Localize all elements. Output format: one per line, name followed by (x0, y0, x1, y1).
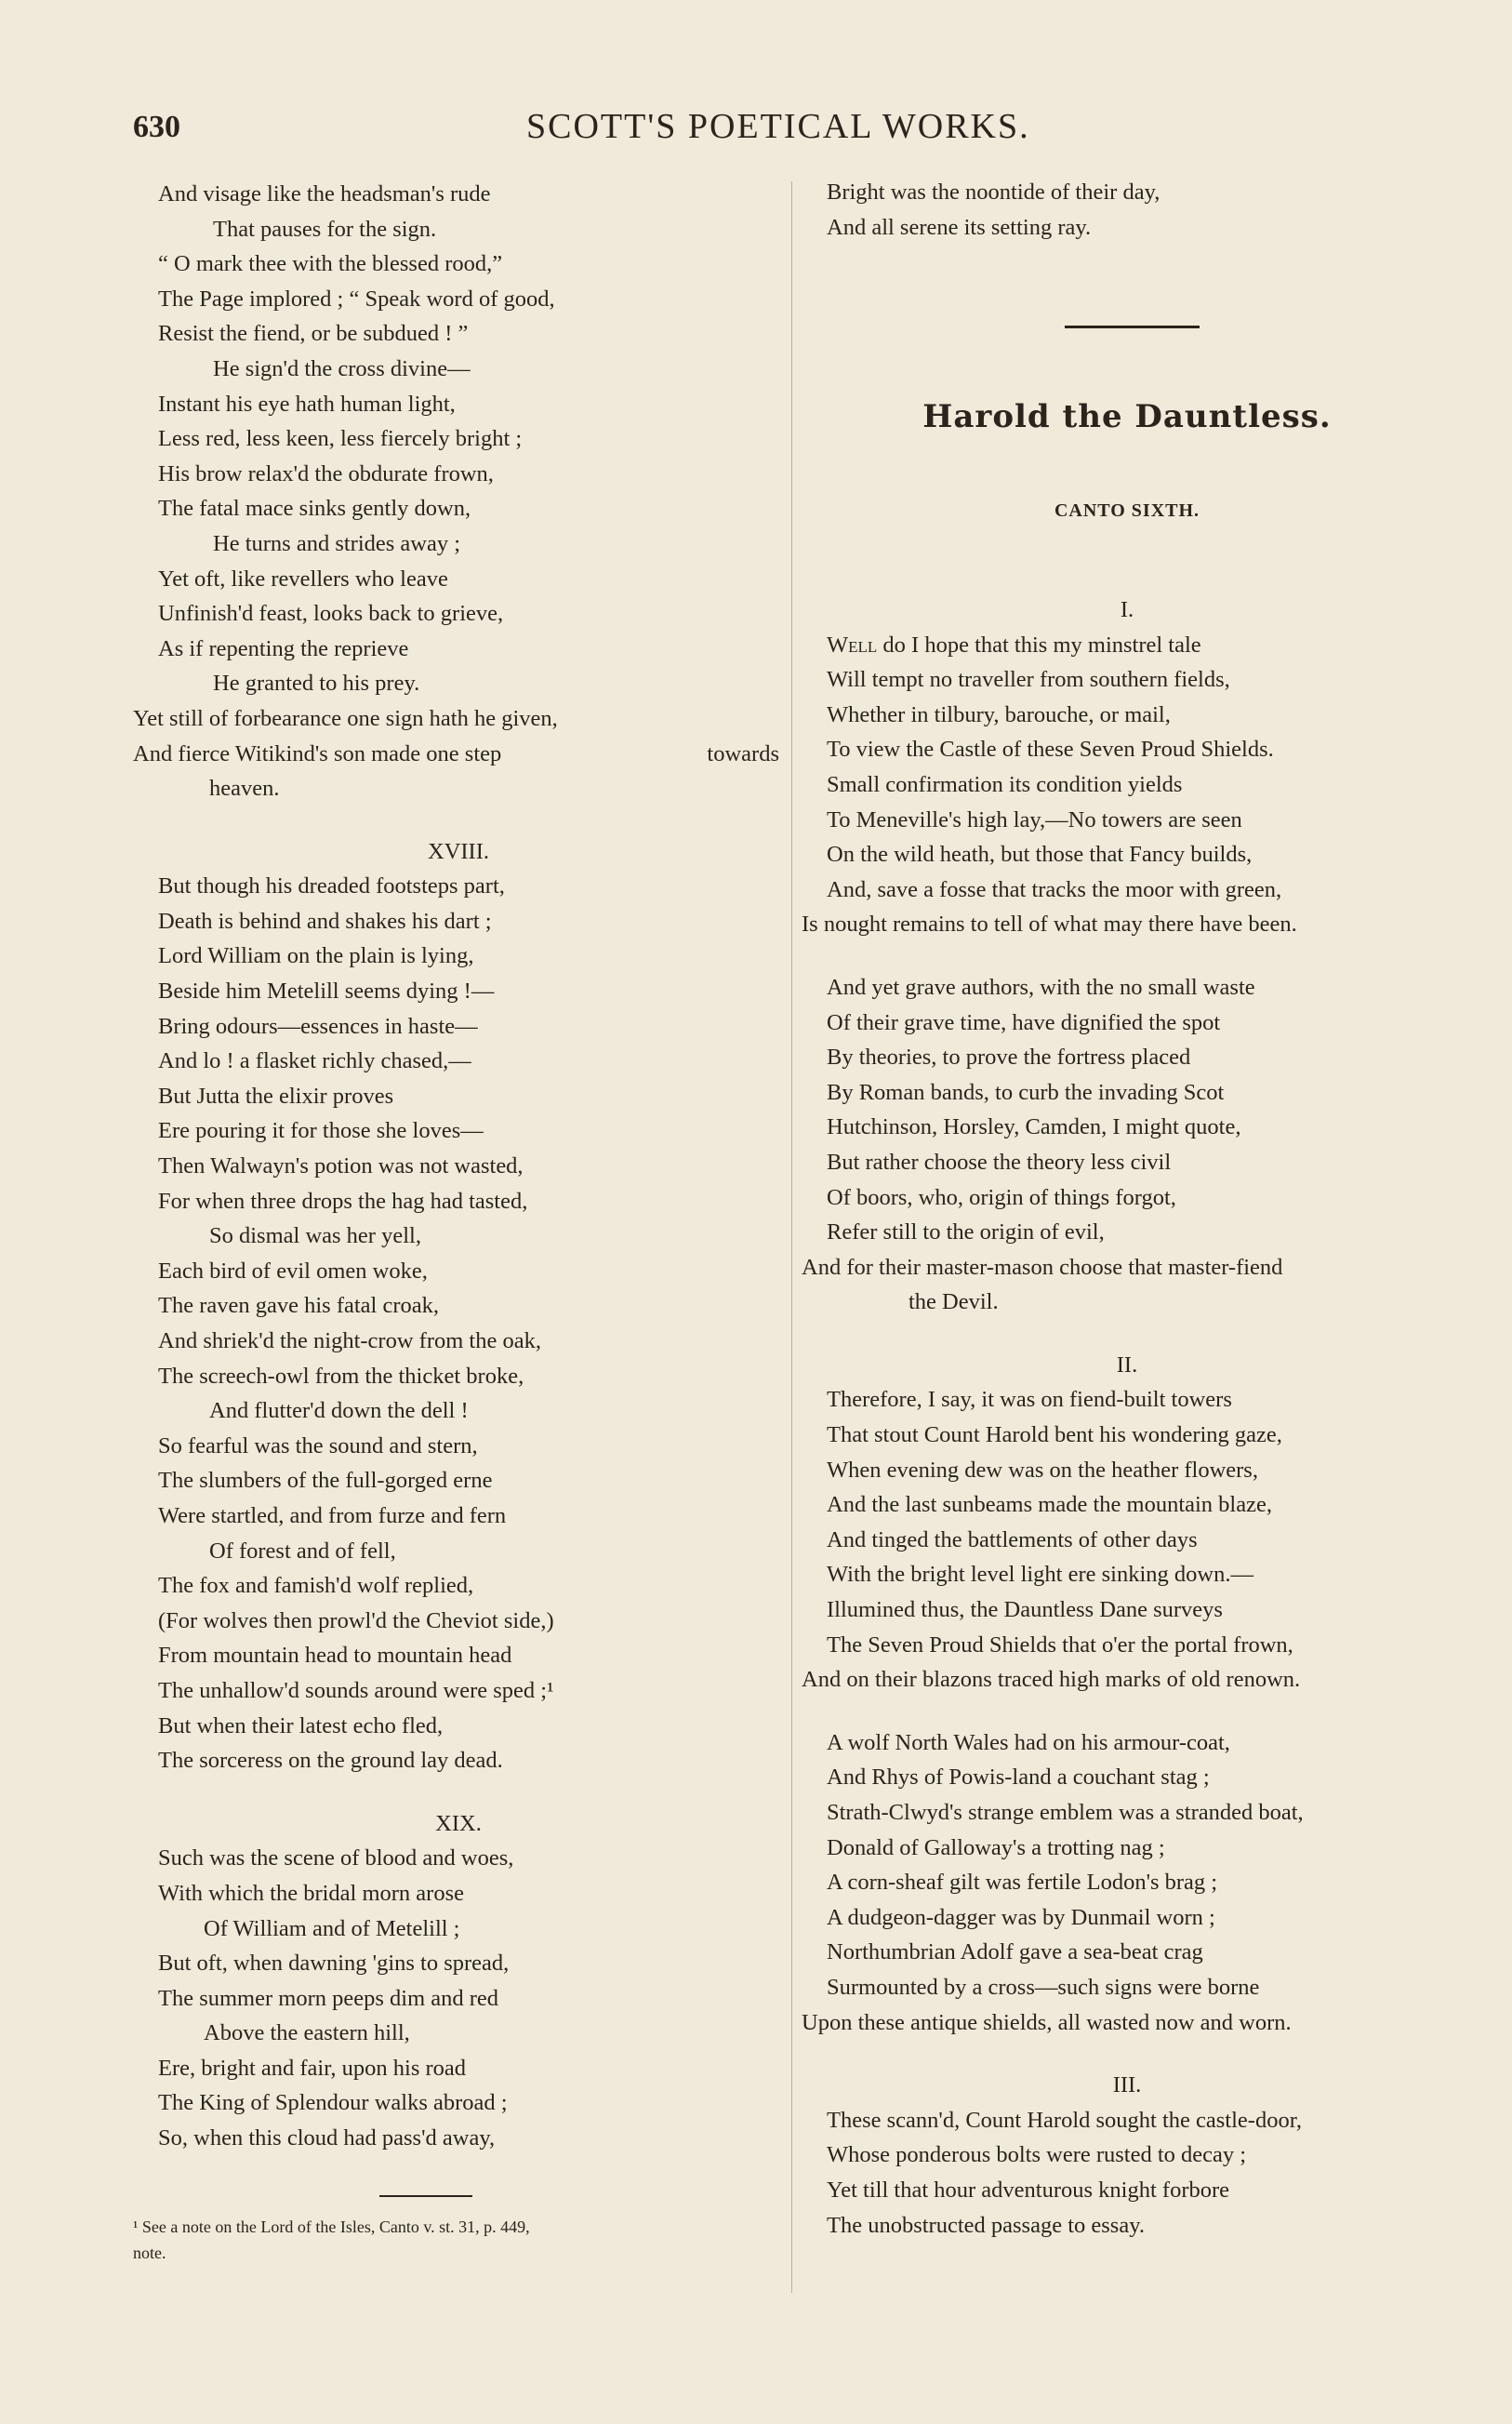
verse-line: Yet oft, like revellers who leave (158, 566, 448, 592)
verse-line: The unhallow'd sounds around were sped ;¹ (158, 1677, 554, 1703)
verse-line: But rather choose the theory less civil (827, 1149, 1172, 1175)
verse-line: So fearful was the sound and stern, (158, 1432, 478, 1458)
drop-word: Well (827, 632, 878, 658)
verse-line: The fatal mace sinks gently down, (158, 496, 471, 522)
poem-title: Harold the Dauntless. (922, 398, 1332, 435)
verse-line: Each bird of evil omen woke, (158, 1258, 428, 1284)
verse-line: The sorceress on the ground lay dead. (158, 1748, 503, 1774)
verse-line: A dudgeon-dagger was by Dunmail worn ; (827, 1904, 1215, 1930)
verse-line: Yet still of forbearance one sign hath he given, (133, 705, 558, 731)
stanza-number: XVIII. (428, 838, 489, 864)
verse-line: And flutter'd down the dell ! (209, 1398, 469, 1424)
verse-line: From mountain head to mountain head (158, 1643, 512, 1669)
verse-line: Whether in tilbury, barouche, or mail, (827, 701, 1171, 727)
verse-line: Of William and of Metelill ; (204, 1915, 460, 1941)
verse-line: The slumbers of the full-gorged erne (158, 1468, 493, 1494)
verse-line: And tinged the battlements of other days (827, 1526, 1198, 1552)
footnote (133, 2214, 784, 2266)
verse-line: And Rhys of Powis-land a couchant stag ; (827, 1765, 1210, 1791)
verse-line: These scann'd, Count Harold sought the castle-door, (827, 2107, 1303, 2133)
verse-line: When evening dew was on the heather flowers, (827, 1457, 1258, 1483)
verse-line-text: do I hope that this my minstrel tale (882, 632, 1201, 658)
verse-line: Hutchinson, Horsley, Camden, I might quote, (827, 1114, 1241, 1140)
verse-line-text: towards (707, 740, 779, 766)
verse-line: And yet grave authors, with the no small waste (827, 974, 1255, 1000)
verse-line: The raven gave his fatal croak, (158, 1293, 440, 1319)
verse-line: The King of Splendour walks abroad ; (158, 2090, 508, 2116)
verse-line: By Roman bands, to curb the invading Scot (827, 1079, 1225, 1105)
verse-line: For when three drops the hag had tasted, (158, 1188, 528, 1214)
verse-line: With the bright level light ere sinking down.— (827, 1562, 1253, 1588)
verse-line: Yet till that hour adventurous knight forbore (827, 2177, 1230, 2203)
verse-line: That pauses for the sign. (213, 216, 437, 242)
right-column (802, 175, 1452, 245)
verse-line: By theories, to prove the fortress placed (827, 1045, 1191, 1071)
right-column-body (802, 593, 1452, 2243)
verse-line: Bring odours—essences in haste— (158, 1013, 478, 1039)
verse-line: Will tempt no traveller from southern fields, (827, 667, 1230, 693)
footnote-rule (379, 2195, 472, 2197)
verse-line: heaven. (209, 776, 280, 802)
verse-line: Above the eastern hill, (204, 2020, 410, 2046)
verse-line: Less red, less keen, less fiercely bright ; (158, 426, 523, 452)
verse-line: But when their latest echo fled, (158, 1712, 444, 1738)
verse-line: And lo ! a flasket richly chased,— (158, 1048, 471, 1074)
verse-line: Upon these antique shields, all wasted now and worn. (802, 2009, 1292, 2035)
verse-line: Of their grave time, have dignified the spot (827, 1009, 1221, 1035)
verse-line: And for their master-mason choose that master-fiend (802, 1254, 1283, 1280)
stanza-number: XIX. (435, 1810, 482, 1836)
verse-line: He turns and strides away ; (213, 530, 461, 556)
verse-line: Illumined thus, the Dauntless Dane surveys (827, 1597, 1223, 1623)
verse-line: That stout Count Harold bent his wondering gaze, (827, 1422, 1282, 1448)
verse-line: The unobstructed passage to essay. (827, 2212, 1145, 2238)
verse-line: Lord William on the plain is lying, (158, 943, 474, 969)
verse-line: Ere, bright and fair, upon his road (158, 2055, 467, 2081)
verse-line: Death is behind and shakes his dart ; (158, 908, 492, 934)
verse-line: And on their blazons traced high marks of old renown. (802, 1667, 1301, 1693)
verse-line: The fox and famish'd wolf replied, (158, 1573, 474, 1599)
verse-line: Small confirmation its condition yields (827, 771, 1183, 797)
verse-line: But oft, when dawning 'gins to spread, (158, 1951, 510, 1977)
verse-line: And the last sunbeams made the mountain blaze, (827, 1492, 1272, 1518)
verse-line: Unfinish'd feast, looks back to grieve, (158, 601, 504, 627)
verse-line: Of forest and of fell, (209, 1538, 396, 1564)
verse-line: Of boors, who, origin of things forgot, (827, 1184, 1176, 1210)
verse-line-text: And fierce Witikind's son made one step (133, 740, 502, 766)
verse-line: To view the Castle of these Seven Proud Shields. (827, 737, 1274, 763)
verse-line: (For wolves then prowl'd the Cheviot side,) (158, 1607, 554, 1633)
verse-line: The Seven Proud Shields that o'er the portal frown, (827, 1632, 1293, 1658)
verse-line: Instant his eye hath human light, (158, 391, 456, 417)
verse-line: Northumbrian Adolf gave a sea-beat crag (827, 1939, 1203, 1965)
verse-line: He sign'd the cross divine— (213, 355, 471, 381)
verse-line: Bright was the noontide of their day, (827, 180, 1161, 205)
verse-line: And shriek'd the night-crow from the oak, (158, 1328, 541, 1353)
section-divider (1065, 326, 1200, 328)
footnote-line: ¹ See a note on the Lord of the Isles, Canto v. st. 31, p. 449, (133, 2218, 530, 2236)
verse-line: The summer morn peeps dim and red (158, 1985, 499, 2011)
verse-line: Were startled, and from furze and fern (158, 1502, 507, 1528)
verse-line: Strath-Clwyd's strange emblem was a stranded boat, (827, 1800, 1304, 1825)
verse-line: With which the bridal morn arose (158, 1880, 464, 1906)
verse-line: “ O mark thee with the blessed rood,” (158, 251, 503, 277)
verse-line: A corn-sheaf gilt was fertile Lodon's brag ; (827, 1870, 1218, 1896)
verse-line: Ere pouring it for those she loves— (158, 1118, 484, 1144)
verse-line (133, 737, 779, 772)
left-column (133, 177, 784, 2156)
verse-line: Beside him Metelill seems dying !— (158, 979, 495, 1005)
verse-line: Such was the scene of blood and woes, (158, 1845, 514, 1871)
footnote-line: note. (133, 2244, 166, 2262)
verse-line: His brow relax'd the obdurate frown, (158, 460, 494, 486)
page-number: 630 (133, 110, 180, 144)
verse-line: As if repenting the reprieve (158, 635, 409, 661)
verse-line: Therefore, I say, it was on fiend-built towers (827, 1387, 1232, 1413)
running-title: SCOTT'S POETICAL WORKS. (526, 107, 1030, 146)
verse-line: So dismal was her yell, (209, 1223, 421, 1249)
verse-line: Surmounted by a cross—such signs were borne (827, 1974, 1260, 2000)
verse-line: So, when this cloud had pass'd away, (158, 2125, 496, 2151)
verse-line: On the wild heath, but those that Fancy builds, (827, 842, 1253, 868)
verse-line: the Devil. (909, 1289, 999, 1315)
verse-line: Whose ponderous bolts were rusted to decay ; (827, 2142, 1247, 2168)
verse-line: Resist the fiend, or be subdued ! ” (158, 321, 469, 347)
verse-line: The Page implored ; “ Speak word of good, (158, 286, 555, 312)
verse-line: He granted to his prey. (213, 671, 420, 697)
verse-line: Refer still to the origin of evil, (827, 1219, 1105, 1245)
verse-line: Then Walwayn's potion was not wasted, (158, 1153, 524, 1179)
stanza-number: III. (1112, 2072, 1142, 2098)
stanza-number: II. (1116, 1352, 1138, 1378)
verse-line: But though his dreaded footsteps part, (158, 873, 505, 899)
verse-line: To Meneville's high lay,—No towers are seen (827, 806, 1242, 832)
verse-line: A wolf North Wales had on his armour-coat, (827, 1729, 1230, 1755)
verse-line: But Jutta the elixir proves (158, 1083, 394, 1109)
verse-line: And visage like the headsman's rude (158, 181, 491, 206)
stanza-number: I. (1120, 597, 1134, 622)
verse-line (802, 628, 1452, 663)
verse-line: Is nought remains to tell of what may there have been. (802, 912, 1297, 938)
verse-line: And all serene its setting ray. (827, 214, 1092, 240)
column-rule (791, 181, 792, 2293)
verse-line: Donald of Galloway's a trotting nag ; (827, 1834, 1165, 1860)
verse-line: The screech-owl from the thicket broke, (158, 1363, 524, 1389)
verse-line: And, save a fosse that tracks the moor with green, (827, 876, 1282, 902)
canto-heading: CANTO SIXTH. (1054, 500, 1200, 521)
